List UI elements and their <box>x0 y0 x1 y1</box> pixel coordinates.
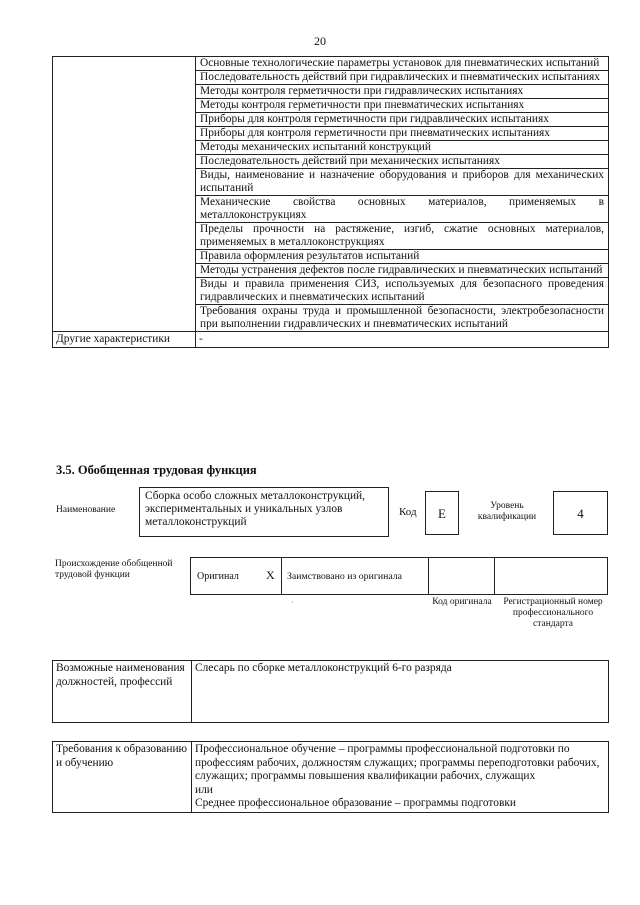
original-mark: X <box>266 568 275 582</box>
code-original-label: Код оригинала <box>432 597 492 607</box>
knowledge-item: Механические свойства основных материалов, применяемых в металлоконструкциях <box>196 196 609 223</box>
education-value <box>192 742 609 813</box>
knowledge-item: Приборы для контроля герметичности при пневматических испытаниях <box>196 127 609 141</box>
education-table <box>52 741 609 813</box>
table-row <box>53 661 609 723</box>
name-label: Наименование <box>56 505 116 515</box>
section-title: 3.5. Обобщенная трудовая функция <box>56 463 257 477</box>
knowledge-item: Виды, наименование и назначение оборудования и приборов для механических испытаний <box>196 169 609 196</box>
page-number: 20 <box>314 34 326 48</box>
knowledge-table <box>52 56 609 348</box>
knowledge-item: Виды и правила применения СИЗ, используемых для безопасного проведения гидравлических и пневматических испытаний <box>196 278 609 305</box>
reg-number-cell <box>494 557 608 595</box>
table-row <box>53 742 609 813</box>
origin-label: Происхождение обобщенной трудовой функции <box>55 559 173 580</box>
table-row <box>53 57 609 71</box>
code-label: Код <box>399 506 417 518</box>
jobs-value: Слесарь по сборке металлоконструкций 6-го разряда <box>192 661 609 723</box>
knowledge-item: Методы устранения дефектов после гидравлических и пневматических испытаний <box>196 264 609 278</box>
jobs-table <box>52 660 609 723</box>
knowledge-label-cell <box>53 57 196 332</box>
education-line: или <box>195 783 213 796</box>
knowledge-item: Основные технологические параметры установок для пневматических испытаний <box>196 57 609 71</box>
education-line: Профессиональное обучение – программы профессиональной подготовки по профессиям рабочих, должностям служащих; программы переподготовки рабочих, служащих; программы повышения квалификации рабочих, служащих <box>195 743 600 782</box>
knowledge-item: Методы контроля герметичности при гидравлических испытаниях <box>196 85 609 99</box>
code-original-cell <box>428 557 495 595</box>
original-text: Оригинал <box>197 571 239 582</box>
knowledge-item: Правила оформления результатов испытаний <box>196 250 609 264</box>
knowledge-item: Пределы прочности на растяжение, изгиб, сжатие основных материалов, применяемых в металлоконструкциях <box>196 223 609 250</box>
other-characteristics-value: - <box>196 332 609 348</box>
knowledge-item: Методы контроля герметичности при пневматических испытаниях <box>196 99 609 113</box>
knowledge-item: Требования охраны труда и промышленной безопасности, электробезопасности при выполнении гидравлических и пневматических испытаний <box>196 305 609 332</box>
table-row <box>53 332 609 348</box>
code-value-box: E <box>425 491 459 535</box>
knowledge-item: Последовательность действий при гидравлических и пневматических испытаниях <box>196 71 609 85</box>
knowledge-item: Приборы для контроля герметичности при гидравлических испытаниях <box>196 113 609 127</box>
education-line: Среднее профессиональное образование – программы подготовки <box>195 797 516 809</box>
knowledge-item: Методы механических испытаний конструкций <box>196 141 609 155</box>
borrowed-text: Заимствовано из оригинала <box>287 571 402 582</box>
level-value-box: 4 <box>553 491 608 535</box>
other-characteristics-label: Другие характеристики <box>53 332 196 348</box>
jobs-label: Возможные наименования должностей, профессий <box>53 661 192 723</box>
education-label: Требования к образованию и обучению <box>53 742 192 813</box>
reg-number-label: Регистрационный номер профессионального стандарта <box>503 597 603 629</box>
knowledge-item: Последовательность действий при механических испытаниях <box>196 155 609 169</box>
function-name-box: Сборка особо сложных металлоконструкций, экспериментальных и уникальных узлов металлоконструкций <box>139 487 389 537</box>
dot-mark: · <box>291 598 294 607</box>
level-label: Уровень квалификации <box>477 501 537 522</box>
